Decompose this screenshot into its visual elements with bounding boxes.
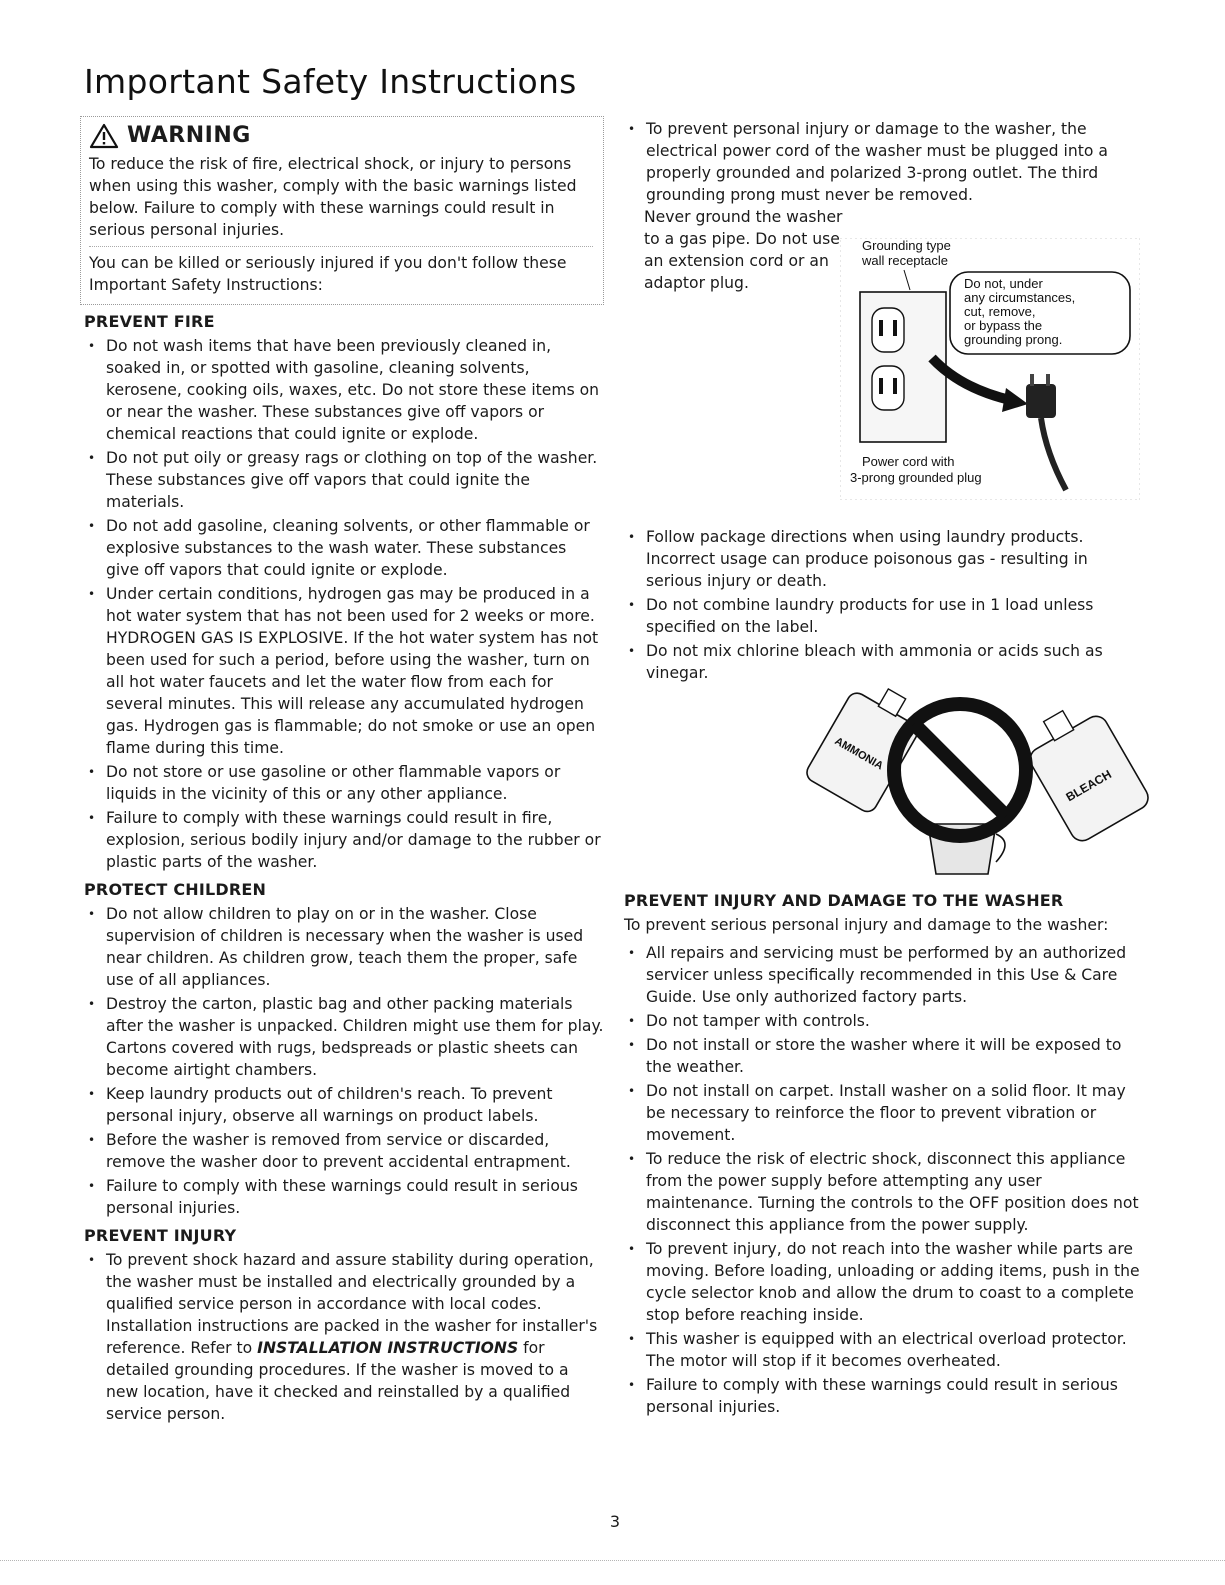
list-item: • Before the washer is removed from service or discarded, remove the washer door to prevent accidental entrapment. [84,1129,604,1173]
list-item: • This washer is equipped with an electrical overload protector. The motor will stop if it becomes overheated. [624,1328,1144,1372]
list-item: • Follow package directions when using laundry products. Incorrect usage can produce poisonous gas - resulting in serious injury or death. [624,526,1144,592]
divider [0,1560,1225,1561]
grounding-note: Never ground the washer to a gas pipe. Do not use an extension cord or an adaptor plug. [644,208,843,292]
no-mixing-illustration [800,678,1150,884]
bullet-list [624,942,1144,1418]
svg-text:AMMONIA: AMMONIA [832,735,886,773]
list-item: • Failure to comply with these warnings could result in serious personal injuries. [84,1175,604,1219]
plug-icon [1026,374,1066,490]
list-item: • To reduce the risk of electric shock, disconnect this appliance from the power supply before attempting any user maintenance. Turning the controls to the OFF position does not disconnect this appliance from the power supply. [624,1148,1144,1236]
list-item: • Destroy the carton, plastic bag and other packing materials after the washer is unpacked. Children might use them for play. Cartons covered with rugs, bedspreads or plastic sheets can become airtight chambers. [84,993,604,1081]
warning-triangle-icon [89,123,119,149]
list-item: • To prevent shock hazard and assure stability during operation, the washer must be installed and electrically grounded by a qualified service person in accordance with local codes. Installation instructions are packed in the washer for installer's reference. Refer to INSTALLATION INSTRUCTIONS for detailed grounding procedures. If the washer is moved to a new location, have it checked and reinstalled by a qualified service person. [84,1249,604,1425]
svg-text:grounding prong.: grounding prong. [964,332,1063,347]
list-item: • To prevent personal injury or damage to the washer, the electrical power cord of the washer must be plugged into a properly grounded and polarized 3-prong outlet. The third grounding prong must never be removed. [624,118,1144,206]
ammonia-bottle-icon [803,678,930,815]
bullet-list [84,903,604,1219]
list-item: • Failure to comply with these warnings could result in serious personal injuries. [624,1374,1144,1418]
section-heading: PREVENT INJURY [84,1226,237,1245]
receptacle-label: Grounding type [862,238,951,253]
left-column [84,116,604,1427]
section-intro: To prevent serious personal injury and damage to the washer: [624,916,1109,934]
prohibition-icon [894,704,1026,836]
list-item: • Do not mix chlorine bleach with ammonia or acids such as vinegar. [624,640,1144,684]
bullet-list [624,526,1144,684]
grounding-section [624,116,1144,208]
list-item: • Do not wash items that have been previously cleaned in, soaked in, or spotted with gasoline, cleaning solvents, kerosene, cooking oils, waxes, etc. Do not store these items on or near the washer. These substances give off vapors or chemical reactions that could ignite or explode. [84,335,604,445]
list-item: • Do not allow children to play on or in the washer. Close supervision of children is necessary when the washer is used near children. As children grow, teach them the proper, safe use of all appliances. [84,903,604,991]
prevent-damage-section [624,884,1144,1420]
list-item: • To prevent injury, do not reach into the washer while parts are moving. Before loading, unloading or adding items, push in the cycle selector knob and allow the drum to coast to a complete stop before reaching inside. [624,1238,1144,1326]
list-item: • All repairs and servicing must be performed by an authorized servicer unless specifically recommended in this Use & Care Guide. Use only authorized factory parts. [624,942,1144,1008]
installation-instructions-ref: INSTALLATION INSTRUCTIONS [257,1339,519,1357]
warning-box [80,116,604,305]
section-heading: PREVENT INJURY AND DAMAGE TO THE WASHER [624,891,1064,910]
svg-text:or bypass the: or bypass the [964,318,1043,333]
section-heading: PROTECT CHILDREN [84,880,267,899]
list-item: • Failure to comply with these warnings could result in fire, explosion, serious bodily injury and/or damage to the rubber or plastic parts of the washer. [84,807,604,873]
svg-text:any circumstances,: any circumstances, [964,290,1076,305]
svg-text:Do not, under: Do not, under [964,276,1043,291]
warning-text: To reduce the risk of fire, electrical shock, or injury to persons when using this washer, comply with the basic warnings listed below. Failure to comply with these warnings could result in serious personal injuries. [89,155,577,239]
page-title: Important Safety Instructions [84,62,577,101]
cord-label: 3-prong grounded plug [850,470,982,485]
bullet-list [84,335,604,873]
section-heading: PREVENT FIRE [84,312,215,331]
list-item: • Do not tamper with controls. [624,1010,1144,1032]
list-item: • Do not combine laundry products for use in 1 load unless specified on the label. [624,594,1144,638]
laundry-products-section [624,524,1144,686]
list-item: • Keep laundry products out of children's reach. To prevent personal injury, observe all warnings on product labels. [84,1083,604,1127]
page-number: 3 [609,1512,621,1531]
svg-text:cut, remove,: cut, remove, [964,304,1036,319]
svg-text:BLEACH: BLEACH [1063,767,1114,805]
list-item: • Under certain conditions, hydrogen gas may be produced in a hot water system that has not been used for 2 weeks or more. HYDROGEN GAS IS EXPLOSIVE. If the hot water system has not been used for such a period, before using the washer, turn on all hot water faucets and let the water flow from each for several minutes. This will release any accumulated hydrogen gas. Hydrogen gas is flammable; do not smoke or use an open flame during this time. [84,583,604,759]
grounded-outlet-illustration [840,238,1140,500]
list-item: • Do not install on carpet. Install washer on a solid floor. It may be necessary to reinforce the floor to prevent vibration or movement. [624,1080,1144,1146]
bleach-bottle-icon [1016,695,1150,845]
cord-label: Power cord with [862,454,955,469]
list-item: • Do not put oily or greasy rags or clothing on top of the washer. These substances give off vapors that could ignite the materials. [84,447,604,513]
warning-text: You can be killed or seriously injured if you don't follow these Important Safety Instructions: [89,254,567,294]
warning-label: WARNING [127,123,251,148]
bullet-list [624,118,1144,206]
divider [89,246,593,247]
list-item: • Do not add gasoline, cleaning solvents, or other flammable or explosive substances to the wash water. These substances give off vapors that could ignite or explode. [84,515,604,581]
list-item: • Do not store or use gasoline or other flammable vapors or liquids in the vicinity of this or any other appliance. [84,761,604,805]
bullet-list [84,1249,604,1425]
receptacle-label: wall receptacle [862,253,948,268]
list-item: • Do not install or store the washer where it will be exposed to the weather. [624,1034,1144,1078]
